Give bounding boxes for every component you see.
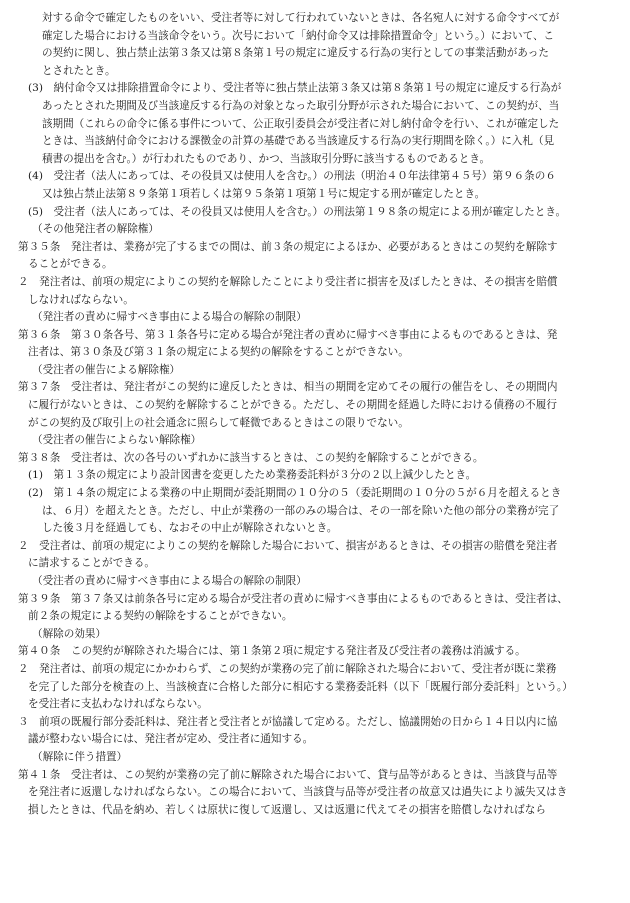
text-line: ２ 発注者は、前項の規定によりこの契約を解除したことにより受注者に損害を及ぼしたときは、その損害を賠償 <box>18 275 558 288</box>
text-line: した後３月を経過しても、なおその中止が解除されないとき。 <box>42 522 338 535</box>
text-line: に請求することができる。 <box>28 557 155 570</box>
text-line: を受注者に支払わなければならない。 <box>28 698 208 711</box>
text-line: (1) 第１３条の規定により設計図書を変更したため業務委託料が３分の２以上減少したとき。 <box>28 469 477 482</box>
text-line: (5) 受注者（法人にあっては、その役員又は使用人を含む。）の刑法第１９８条の規定による刑が確定したとき。 <box>28 205 567 218</box>
text-line: 注者は、第３０条及び第３１条の規定による契約の解除をすることができない。 <box>28 346 409 359</box>
text-line: 前２条の規定による契約の解除をすることができない。 <box>28 610 293 623</box>
text-line: 第３９条 第３７条又は前条各号に定める場合が受注者の責めに帰すべき事由によるものであるときは、受注者は、 <box>18 592 568 605</box>
text-line: （発注者の責めに帰すべき事由による場合の解除の制限） <box>32 311 307 324</box>
text-line: 第４０条 この契約が解除された場合には、第１条第２項に規定する発注者及び受注者の義務は消滅する。 <box>18 645 526 658</box>
document-body <box>0 10 630 819</box>
text-line: (2) 第１４条の規定による業務の中止期間が委託期間の１０分の５（委託期間の１０分の５が６月を超えるとき <box>28 487 562 500</box>
text-line: （その他発注者の解除権） <box>32 223 159 236</box>
text-line: を発注者に返還しなければならない。この場合において、当該貸与品等が受注者の故意又は過失により滅失又はき <box>28 786 568 799</box>
text-line: ときは、当該納付命令における課徴金の計算の基礎である当該違反する行為の実行期間を除く。）に入札（見 <box>42 135 555 148</box>
text-line: を完了した部分を検査の上、当該検査に合格した部分に相応する業務委託料（以下「既履行部分委託料」という。） <box>28 680 573 693</box>
text-line: 対する命令で確定したものをいい、受注者等に対して行われていないときは、各名宛人に対する命令すべてが <box>42 12 560 24</box>
text-line: 確定した場合における当該命令をいう。次号において「納付命令又は排除措置命令」という。）において、こ <box>42 29 555 42</box>
text-line: （解除に伴う措置） <box>32 750 128 763</box>
text-line: あったとされた期間及び当該違反する行為の対象となった取引分野が示された場合において、この契約が、当 <box>42 99 560 112</box>
text-line: 又は独占禁止法第８９条第１項若しくは第９５条第１項第１号に規定する刑が確定したとき。 <box>42 187 486 200</box>
text-line: 第３８条 受注者は、次の各号のいずれかに該当するときは、この契約を解除することができる。 <box>18 451 484 464</box>
text-line: (4) 受注者（法人にあっては、その役員又は使用人を含む。）の刑法（明治４０年法律第４５号）第９６条の６ <box>28 170 556 183</box>
text-line: がこの契約及び取引上の社会通念に照らして軽微であるときはこの限りでない。 <box>28 416 409 429</box>
text-line: （受注者の催告による解除権） <box>32 363 181 376</box>
text-line: 積書の提出を含む。）が行われたものであり、かつ、当該取引分野に該当するものであるとき。 <box>42 152 491 165</box>
text-line: （受注者の催告によらない解除権） <box>32 434 202 447</box>
text-line: ２ 受注者は、前項の規定によりこの契約を解除した場合において、損害があるときは、その損害の賠償を発注者 <box>18 539 558 552</box>
text-line: ３ 前項の既履行部分委託料は、発注者と受注者とが協議して定める。ただし、協議開始の日から１４日以内に協 <box>18 715 558 728</box>
text-line: は、６月）を超えたとき。ただし、中止が業務の一部のみの場合は、その一部を除いた他の部分の業務が完了 <box>42 504 560 517</box>
text-line: （受注者の責めに帰すべき事由による場合の解除の制限） <box>32 575 307 587</box>
text-line: 第３５条 発注者は、業務が完了するまでの間は、前３条の規定によるほか、必要があるときはこの契約を解除す <box>18 240 558 253</box>
text-line: ることができる。 <box>28 258 113 271</box>
text-line: に履行がないときは、この契約を解除することができる。ただし、その期間を経過した時における債務の不履行 <box>28 399 557 412</box>
text-line: とされたとき。 <box>42 64 116 77</box>
text-line: 議が整わない場合には、発注者が定め、受注者に通知する。 <box>28 733 314 746</box>
text-line: （解除の効果） <box>32 627 107 640</box>
text-line: 第３７条 受注者は、発注者がこの契約に違反したときは、相当の期間を定めてその履行の催告をし、その期間内 <box>18 381 558 394</box>
text-line: しなければならない。 <box>28 293 134 306</box>
text-line: 第３６条 第３０条各号、第３１条各号に定める場合が発注者の責めに帰すべき事由によるものであるときは、発 <box>18 328 558 341</box>
text-line: 第４１条 受注者は、この契約が業務の完了前に解除された場合において、貸与品等があるときは、当該貸与品等 <box>18 768 558 781</box>
text-line: ２ 発注者は、前項の規定にかかわらず、この契約が業務の完了前に解除された場合において、受注者が既に業務 <box>18 662 557 675</box>
text-line: 該期間（これらの命令に係る事件について、公正取引委員会が受注者に対し納付命令を行い、これが確定した <box>42 117 560 130</box>
text-line: (3) 納付命令又は排除措置命令により、受注者等に独占禁止法第３条又は第８条第１号の規定に違反する行為が <box>28 82 562 95</box>
text-line: の契約に関し、独占禁止法第３条又は第８条第１号の規定に違反する行為の実行としての事業活動があった <box>42 47 549 60</box>
text-line: 損したときは、代品を納め、若しくは原状に復して返還し、又は返還に代えてその損害を賠償しなければなら <box>28 803 546 816</box>
